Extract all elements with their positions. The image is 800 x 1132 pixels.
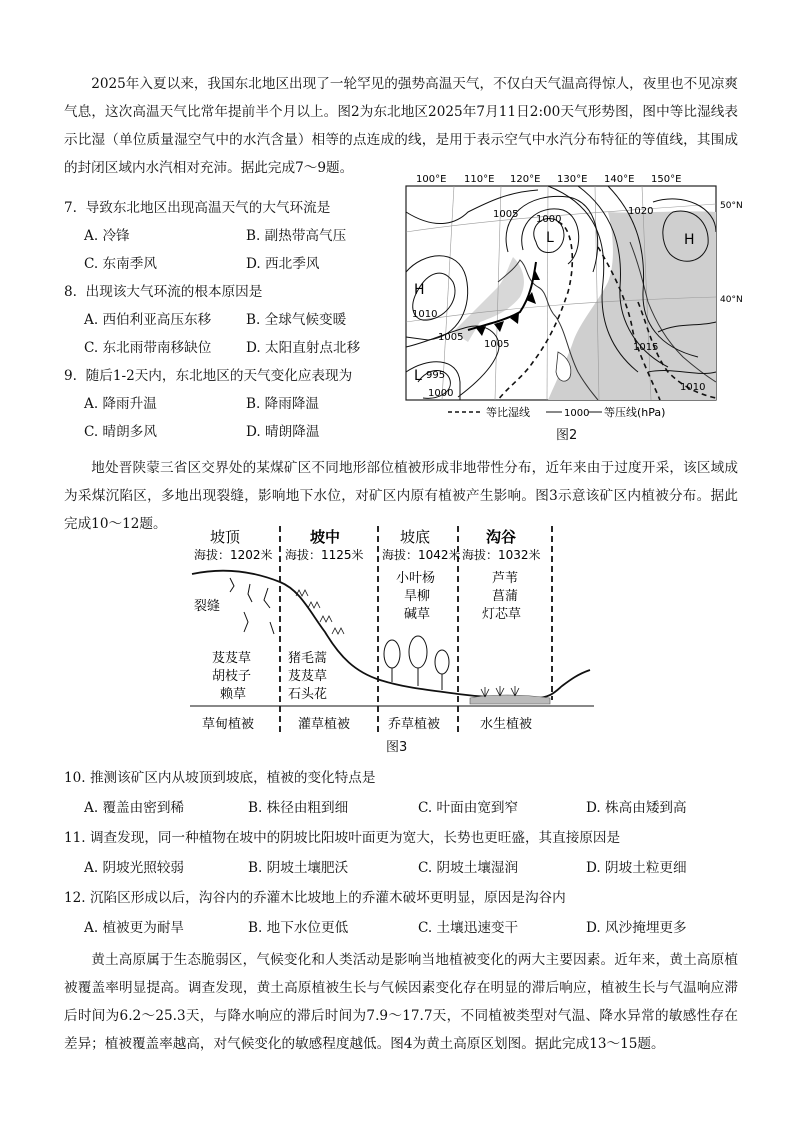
q10-option-c[interactable]: C. 叶面由宽到窄 <box>418 800 519 816</box>
isobar-label: 1005 <box>493 209 519 220</box>
question-number: 7. <box>64 200 77 216</box>
zone-name-valley: 沟谷 <box>486 528 517 546</box>
isobar-legend-label: 等压线(hPa) <box>604 406 666 419</box>
water-body <box>470 695 550 704</box>
lat-label: 50°N <box>720 201 743 211</box>
plant-name: 赖草 <box>220 687 247 702</box>
vegetation-type: 水生植被 <box>480 717 533 732</box>
vegetation-profile-figure <box>190 522 600 754</box>
q11-option-d[interactable]: D. 阴坡土粒更细 <box>586 860 687 876</box>
q12-option-a[interactable]: A. 植被更为耐旱 <box>84 920 185 936</box>
vegetation-type: 草甸植被 <box>202 717 255 732</box>
plant-name: 菖蒲 <box>492 589 519 604</box>
question-stem: 沉陷区形成以后，沟谷内的乔灌木比坡地上的乔灌木破坏更明显，原因是沟谷内 <box>89 890 566 906</box>
zone-altitude: 海拔：1032米 <box>462 548 541 562</box>
q8-option-a[interactable]: A. 西伯利亚高压东移 <box>84 312 212 328</box>
zone-altitude: 海拔：1042米 <box>382 548 461 562</box>
vegetation-type: 乔草植被 <box>388 717 441 732</box>
question-stem: 推测该矿区内从坡顶到坡底，植被的变化特点是 <box>89 770 376 786</box>
high-pressure-label: H <box>684 232 695 248</box>
q11-option-b[interactable]: B. 阴坡土壤肥沃 <box>248 860 349 876</box>
plant-name: 灯芯草 <box>482 607 522 622</box>
q8-option-c[interactable]: C. 东北雨带南移缺位 <box>84 340 212 356</box>
lat-label: 40°N <box>720 295 743 305</box>
q10-option-b[interactable]: B. 株径由粗到细 <box>248 800 349 816</box>
lon-label: 120°E <box>510 174 541 185</box>
question-number: 11. <box>64 830 86 846</box>
question-9 <box>64 364 352 384</box>
lon-label: 110°E <box>464 174 495 185</box>
zone-name-middle: 坡中 <box>310 528 341 546</box>
question-stem: 随后1-2天内，东北地区的天气变化应表现为 <box>85 368 353 384</box>
isobar-label: 1015 <box>633 342 659 353</box>
high-pressure-label: H <box>414 282 425 298</box>
q7-option-b[interactable]: B. 副热带高气压 <box>246 228 347 244</box>
crack-label: 裂缝 <box>194 599 221 614</box>
isobar-label: 1010 <box>680 382 706 393</box>
question-8 <box>64 280 262 300</box>
question-number: 9. <box>64 368 77 384</box>
isobar-label: 1010 <box>412 309 438 320</box>
isobar-label: 1020 <box>628 206 654 217</box>
lon-label: 140°E <box>604 174 635 185</box>
weather-map-figure <box>398 172 743 422</box>
question-11 <box>64 826 620 846</box>
humidity-legend-label: 等比湿线 <box>486 406 530 419</box>
q10-option-d[interactable]: D. 株高由矮到高 <box>586 800 687 816</box>
q8-option-b[interactable]: B. 全球气候变暖 <box>246 312 347 328</box>
plant-name: 碱草 <box>404 607 431 622</box>
q9-option-c[interactable]: C. 晴朗多风 <box>84 424 157 440</box>
plant-name: 芨芨草 <box>212 651 252 666</box>
plant-name: 芦苇 <box>492 571 519 586</box>
zone-name-top: 坡顶 <box>210 528 241 546</box>
q10-option-a[interactable]: A. 覆盖由密到稀 <box>84 800 185 816</box>
crack-marks <box>230 578 274 634</box>
question-10 <box>64 766 375 786</box>
q7-option-d[interactable]: D. 西北季风 <box>246 256 320 272</box>
question-number: 8. <box>64 284 77 300</box>
figure-3-caption: 图3 <box>386 740 408 755</box>
lon-label: 100°E <box>416 174 447 185</box>
q11-option-a[interactable]: A. 阴坡光照较弱 <box>84 860 185 876</box>
plant-name: 小叶杨 <box>396 571 436 586</box>
shrub-symbols <box>296 590 344 634</box>
isobar-label: 1000 <box>428 388 454 399</box>
figure-2-caption: 图2 <box>556 428 578 443</box>
intro-paragraph-3: 黄土高原属于生态脆弱区，气候变化和人类活动是影响当地植被变化的两大主要因素。近年来，黄土高原植被覆盖率明显提高。调查发现，黄土高原植被生长与气候因素变化存在明显的滞后响应，植被生长与气温响应滞后时间为6.2～25.3天，与降水响应的滞后时间为7.9～17.7天，不同植被类型对气温、降水异常的敏感性存在差异；植被覆盖率越高，对气候变化的敏感程度越低。图4为黄土高原区划图。据此完成13～15题。 <box>64 952 738 1052</box>
low-pressure-label: L <box>546 230 554 246</box>
plant-name: 芨芨草 <box>288 669 328 684</box>
q9-option-a[interactable]: A. 降雨升温 <box>84 396 157 412</box>
q12-option-c[interactable]: C. 土壤迅速变干 <box>418 920 519 936</box>
q12-option-b[interactable]: B. 地下水位更低 <box>248 920 349 936</box>
isobar-legend-value: 1000 <box>564 408 590 419</box>
q11-option-c[interactable]: C. 阴坡土壤湿润 <box>418 860 519 876</box>
plant-name: 旱柳 <box>404 589 431 604</box>
zone-name-bottom: 坡底 <box>400 528 431 546</box>
isobar-label: 995 <box>426 370 446 381</box>
question-number: 10. <box>64 770 86 786</box>
q9-option-b[interactable]: B. 降雨降温 <box>246 396 320 412</box>
q7-option-a[interactable]: A. 冷锋 <box>84 228 130 244</box>
q12-option-d[interactable]: D. 风沙掩埋更多 <box>586 920 687 936</box>
q9-option-d[interactable]: D. 晴朗降温 <box>246 424 320 440</box>
plant-name: 胡枝子 <box>212 669 252 684</box>
lon-label: 150°E <box>651 174 682 185</box>
intro-paragraph-1: 2025年入夏以来，我国东北地区出现了一轮罕见的强势高温天气，不仅白天气温高得惊人，夜里也不见凉爽气息，这次高温天气比常年提前半个月以上。图2为东北地区2025年7月11日2:00天气形势图，图中等比湿线表示比湿（单位质量湿空气中的水汽含量）相等的点连成的线，是用于表示空气中水汽分布特征的等值线，其围成的封闭区域内水汽相对充沛。据此完成7～9题。 <box>64 76 738 176</box>
question-stem: 导致东北地区出现高温天气的大气环流是 <box>85 200 331 216</box>
isobar-label: 1005 <box>438 332 464 343</box>
question-12 <box>64 886 566 906</box>
plant-name: 石头花 <box>288 687 328 702</box>
intro-paragraph-2: 地处晋陕蒙三省区交界处的某煤矿区不同地形部位植被形成非地带性分布，近年来由于过度开采，该区域成为采煤沉陷区，多地出现裂缝，影响地下水位，对矿区内原有植被产生影响。图3示意该矿区内植被分布。据此完成10～12题。 <box>64 460 738 532</box>
zone-altitude: 海拔：1202米 <box>194 548 273 562</box>
vegetation-type: 灌草植被 <box>298 717 351 732</box>
question-stem: 调查发现，同一种植物在坡中的阴坡比阳坡叶面更为宽大，长势也更旺盛，其直接原因是 <box>89 830 621 846</box>
lon-label: 130°E <box>557 174 588 185</box>
question-stem: 出现该大气环流的根本原因是 <box>85 284 263 300</box>
isobar-label: 1000 <box>536 214 562 225</box>
isobar-label: 1005 <box>484 339 510 350</box>
terrain-profile <box>192 571 590 698</box>
q8-option-d[interactable]: D. 太阳直射点北移 <box>246 340 361 356</box>
question-7 <box>64 196 330 216</box>
plant-name: 猪毛蒿 <box>288 651 328 666</box>
q7-option-c[interactable]: C. 东南季风 <box>84 256 157 272</box>
question-number: 12. <box>64 890 86 906</box>
low-pressure-label: L <box>414 368 422 384</box>
zone-altitude: 海拔：1125米 <box>285 548 364 562</box>
tree-symbols <box>384 636 449 690</box>
